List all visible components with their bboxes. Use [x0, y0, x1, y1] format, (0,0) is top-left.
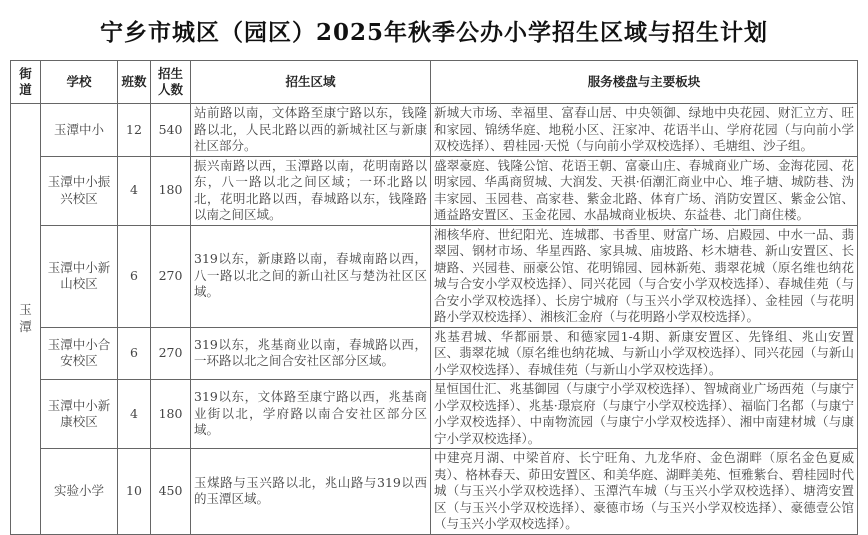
service-cell: 中建亮月湖、中梁首府、长宁旺角、九龙华府、金色湖畔（原名金色夏威夷）、格林春天、茆田安置区、和美华庭、湖畔美苑、恒雅紫台、碧桂园时代城（与玉兴小学双校选择）、玉潭汽车城（与玉兴小学双校选择）、塘湾安置区（与玉兴小学双校选择）、豪德市场（与玉兴小学双校选择）、豪德壹公馆（与玉兴小学双校选择）。 [431, 449, 858, 535]
service-cell: 星恒国仕汇、兆基御园（与康宁小学双校选择）、智城商业广场西苑（与康宁小学双校选择）、兆基·璟宸府（与康宁小学双校选择）、福临门名都（与康宁小学双校选择）、中南物流园（与康宁小学双校选择）、湘中南建材城（与康宁小学双校选择）。 [431, 380, 858, 449]
header-classes: 班数 [118, 61, 151, 104]
classes-cell: 4 [118, 380, 151, 449]
enroll-cell: 270 [151, 327, 191, 380]
classes-cell: 12 [118, 104, 151, 157]
table-row [11, 104, 858, 157]
table-row [11, 380, 858, 449]
area-cell: 玉煤路与玉兴路以北，兆山路与319以西的玉潭区域。 [191, 449, 431, 535]
classes-cell: 6 [118, 225, 151, 327]
enroll-cell: 180 [151, 156, 191, 225]
classes-cell: 10 [118, 449, 151, 535]
school-cell: 玉潭中小合安校区 [41, 327, 118, 380]
table-header-row [11, 61, 858, 104]
school-cell: 玉潭中小振兴校区 [41, 156, 118, 225]
enroll-cell: 540 [151, 104, 191, 157]
enroll-cell: 270 [151, 225, 191, 327]
table-row [11, 449, 858, 535]
area-cell: 319以东，文体路至康宁路以西，兆基商业街以北，学府路以南合安社区部分区域。 [191, 380, 431, 449]
area-cell: 319以东，兆基商业以南，春城路以西，一环路以北之间合安社区部分区域。 [191, 327, 431, 380]
classes-cell: 6 [118, 327, 151, 380]
table-row [11, 156, 858, 225]
table-row [11, 327, 858, 380]
service-cell: 新城大市场、幸福里、富春山居、中央领御、绿地中央花园、财汇立方、旺和家园、锦绣华庭、地税小区、汪家冲、花语半山、学府花园（与向前小学双校选择）、碧桂园·天悦（与向前小学双校选择）、毛塘组、沙子组。 [431, 104, 858, 157]
enroll-cell: 180 [151, 380, 191, 449]
classes-cell: 4 [118, 156, 151, 225]
header-service: 服务楼盘与主要板块 [431, 61, 858, 104]
service-cell: 盛翠豪庭、钱隆公馆、花语王朝、富豪山庄、春城商业广场、金海花园、花明家园、华禹商贸城、大润发、天祺·佰潮汇商业中心、堆子塘、城防巷、沩丰家园、玉园巷、高家巷、紫金北路、体育广场、消防安置区、紫金公馆、通益路安置区、玉金花园、水晶城商业板块、东益巷、北门商住楼。 [431, 156, 858, 225]
header-street: 街道 [11, 61, 41, 104]
school-cell: 玉潭中小新山校区 [41, 225, 118, 327]
enrollment-table [10, 60, 858, 535]
table-row [11, 225, 858, 327]
service-cell: 湘核华府、世纪阳光、连城郡、书香里、财富广场、启殿园、中水一品、翡翠园、钢材市场、华星西路、家具城、庙坡路、杉木塘巷、新山安置区、长塘路、兴园巷、丽豪公馆、花明锦园、园林新苑、翡翠花城（原名维也纳花城与合安小学双校选择）、同兴花园（与合安小学双校选择）、春城佳苑（与合安小学双校选择）、长房宁城府（与玉兴小学双校选择）、金桂园（与花明路小学双校选择）、湘核汇金府（与花明路小学双校选择）。 [431, 225, 858, 327]
header-enroll: 招生人数 [151, 61, 191, 104]
street-cell: 玉潭 [11, 104, 41, 535]
area-cell: 振兴南路以西，玉潭路以南，花明南路以东，八一路以北之间区域；一环北路以北，花明北路以西，春城路以东，钱隆路以南之间区域。 [191, 156, 431, 225]
service-cell: 兆基君城、华都丽景、和德家园1-4期、新康安置区、先锋组、兆山安置区、翡翠花城（原名维也纳花城、与新山小学双校选择）、同兴花园（与新山小学双校选择）、春城佳苑（与新山小学双校选择）。 [431, 327, 858, 380]
area-cell: 319以东，新康路以南，春城南路以西，八一路以北之间的新山社区与楚沩社区区域。 [191, 225, 431, 327]
school-cell: 玉潭中小新康校区 [41, 380, 118, 449]
header-area: 招生区域 [191, 61, 431, 104]
school-cell: 玉潭中小 [41, 104, 118, 157]
school-cell: 实验小学 [41, 449, 118, 535]
enroll-cell: 450 [151, 449, 191, 535]
page-title: 宁乡市城区（园区）2025年秋季公办小学招生区域与招生计划 [99, 19, 768, 46]
header-school: 学校 [41, 61, 118, 104]
area-cell: 站前路以南，文体路至康宁路以东，钱隆路以北，人民北路以西的新城社区与新康社区部分。 [191, 104, 431, 157]
